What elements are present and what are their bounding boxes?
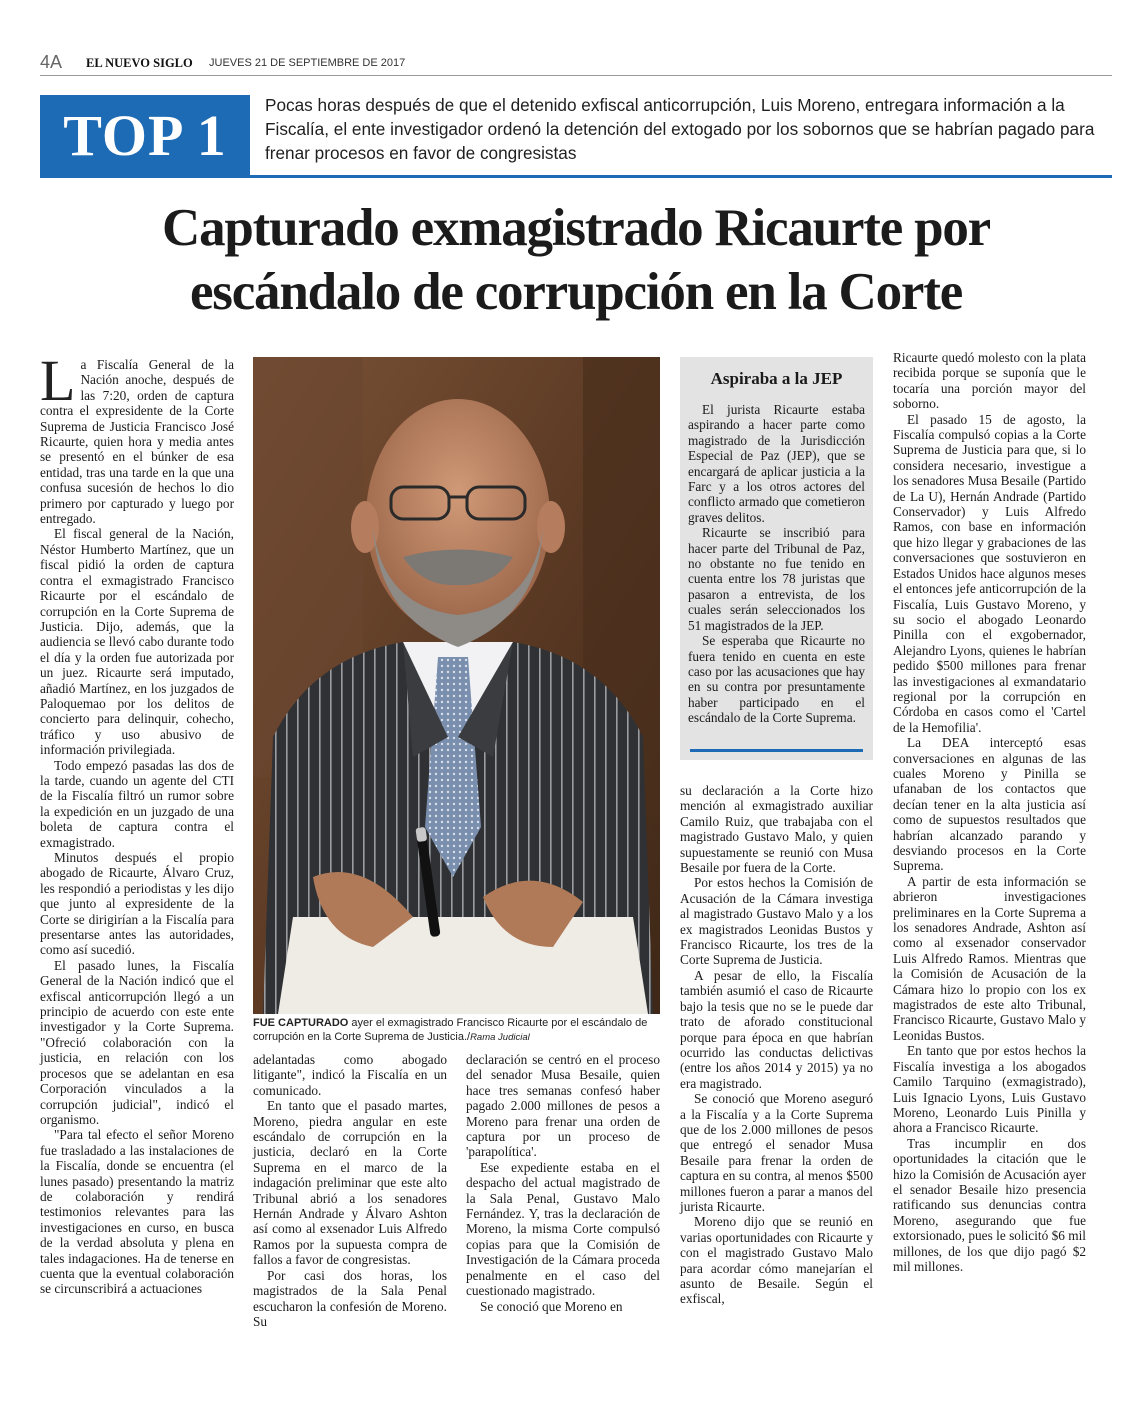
paragraph [893,412,1086,736]
caption-lead: FUE CAPTURADO [253,1017,349,1029]
paragraph [40,526,234,757]
paragraph-text: Por casi dos horas, los magistrados de la Sala Penal escucharon la confesión de Moreno. Su [253,1267,447,1329]
caption-text: ayer el exmagistrado Francisco Ricaurte por el escándalo de corrupción en la Corte Suprema de Justicia./ [253,1017,648,1043]
paragraph-text: Por estos hechos la Comisión de Acusación de la Cámara investiga al magistrado Gustavo Malo y a los ex magistrados Leonidas Bustos y Francisco Ricaurte, los tres de la Corte Suprema de Justicia. [680,875,873,968]
paragraph [40,1127,234,1296]
paragraph [253,1268,447,1330]
paragraph [688,633,865,725]
section-label: TOP 1 [63,103,227,168]
paragraph [893,874,1086,1043]
paragraph-text: Se conoció que Moreno aseguró a la Fiscalía y a la Corte Suprema que de los 2.000 millones de pesos que entregó el senador Musa Besaile para frenar la orden de captura en su contra, al menos $500 millones fueron a parar a manos del jurista Ricaurte. [680,1091,873,1214]
issue-date: JUEVES 21 DE SEPTIEMBRE DE 2017 [209,57,406,69]
paragraph [680,783,873,875]
paragraph [680,968,873,1091]
paragraph [253,1052,447,1098]
paragraph-text: Todo empezó pasadas las dos de la tarde, cuando un agente del CTI de la Fiscalía filtró un rumor sobre la expedición en un juzgado de una boleta de captura contra el exmagistrado. [40,757,234,850]
paragraph-text: Tras incumplir en dos oportunidades la citación que le hizo la Comisión de Acusación ayer el senador Besaile hizo presencia ratificando sus denuncias contra Moreno, asegurando que fue extorsionado, pues le solicitó $6 mil millones, de los que dijo pagó $2 mil millones. [893,1135,1086,1274]
paragraph-text: Ese expediente estaba en el despacho del actual magistrado de la Sala Penal, Gustavo Malo Fernández. Y, tras la declaración de Moreno, la misma Corte compulsó copias para que la Comisión de Investigación de la Cámara proceda penalmente en el caso del cuestionado magistrado. [466,1159,660,1299]
article-column-4 [680,783,873,1307]
paragraph-text: Ricaurte se inscribió para hacer parte del Tribunal de Paz, no obstante no fue tenido en cuenta entre los 78 juristas que pasaron a entrevista, de los cuales serán seleccionados los 51 magistrados de la JEP. [688,525,865,633]
paragraph-text: El fiscal general de la Nación, Néstor Humberto Martínez, que un fiscal pidió la orden de captura contra el exmagistrado Francisco Ricaurte por el escándalo de corrupción en la Corte Suprema de Justicia. Dijo, además, que la audiencia se llevó cabo durante todo el día y la orden fue autorizada por un juez. Ricaurte será imputado, añadió Martínez, en los juzgados de Paloquemao por los delitos de concierto para delinquir, cohecho, tráfico y uso abusivo de información privilegiada. [40,526,234,758]
paragraph-text: En tanto que el pasado martes, Moreno, piedra angular en este escándalo de corrupción en la justicia, declaró en la Corte Suprema en el marco de la indagación preliminar que este alto Tribunal abrió a los senadores Hernán Andrade y Álvaro Ashton así como al exsenador Luis Alfredo Ramos por la supuesta compra de fallos a favor de congresistas. [253,1098,447,1268]
paragraph [680,875,873,967]
paragraph [680,1091,873,1214]
page-number: 4A [40,52,63,72]
paragraph-text: A partir de esta información se abrieron investigaciones preliminares en la Corte Suprema a los senadores Andrade, Ashton así como al exsenador conservador Luis Alfredo Ramos. Mientras que la Comisión de Acusación de la Cámara hizo lo propio con los ex magistrados de este alto Tribunal, Francisco Ricaurte, Gustavo Malo y Leonidas Bustos. [893,873,1086,1043]
paragraph [40,348,234,527]
paragraph [680,1214,873,1306]
page-folio [40,50,1112,76]
article-column-1 [40,348,234,1297]
newspaper-name: EL NUEVO SIGLO [86,56,193,70]
paragraph [40,850,234,958]
section-rule [40,175,1112,178]
paragraph [40,758,234,850]
article-column-5 [893,350,1086,1274]
paragraph-text: El jurista Ricaurte estaba aspirando a hacer parte como magistrado de la Jurisdicción Especial de Paz (JEP), que se encargará de aplicar justicia a la Farc y a los otros actores del conflicto armado que cometieron graves delitos. [688,402,865,525]
paragraph [466,1052,660,1160]
paragraph-text: Se esperaba que Ricaurte no fuera tenido en cuenta en este caso por las acusaciones que hay en su contra por presuntamente haber participado en el escándalo de la Corte Suprema. [688,633,865,726]
section-badge [40,95,250,177]
paragraph-text: a Fiscalía General de la Nación anoche, después de las 7:20, orden de captura contra el expresidente de la Corte Suprema de Justicia Francisco José Ricaurte, quien hora y media antes se presentó en el búnker de esa entidad, tras una tarde en la que una confusa sucesión de hechos lo dio primero por capturado y luego por entregado. [40,357,234,527]
paragraph [466,1299,660,1314]
paragraph-text: Minutos después el propio abogado de Ricaurte, Álvaro Cruz, les respondió a periodistas y les dijo que junto al expresidente de la Corte se dirigirían a la Fiscalía para presentarse antes las autoridades, como así sucedió. [40,850,234,958]
paragraph-text: Se conoció que Moreno en [480,1298,623,1314]
sidebar-rule [690,749,863,752]
paragraph [40,958,234,1127]
sidebar-box [680,357,873,760]
paragraph-text: A pesar de ello, la Fiscalía también asumió el caso de Ricaurte bajo la tesis que no se le puede dar trato de aforado constitucional porque para época en que habrían ocurrido las conductas delictivas (entre los años 2014 y 2015) ya no era magistrado. [680,967,873,1091]
paragraph-text: El pasado 15 de agosto, la Fiscalía compulsó copias a la Corte Suprema de Justicia para que, si lo considera necesario, investigue a los senadores Musa Besaile (Partido de La U), Hernán Andrade (Partido Conservador) y Luis Alfredo Ramos, con base en información que hizo llegar y grabaciones de las conversaciones que sostuvieron en Estados Unidos hace algunos meses el entonces jefe anticorrupción de la Fiscalía, Luis Gustavo Moreno, y su socio el abogado Leonardo Pinilla con el exgobernador, Alejandro Lyons, quienes le habrían pedido $500 millones para frenar las investigaciones al exmandatario regional por la corrupción en Córdoba en casos como el 'Cartel de la Hemofilia'. [893,411,1086,735]
article-deck: Pocas horas después de que el detenido exfiscal anticorrupción, Luis Moreno, entregara información a la Fiscalía, el ente investigador ordenó la detención del extogado por los sobornos que se habrían pagado para frenar procesos en favor de congresistas [265,95,1095,163]
sidebar-title: Aspiraba a la JEP [710,369,843,388]
paragraph-text: Ricaurte quedó molesto con la plata recibida porque se suponía que le tocaría una porción mayor del soborno. [893,350,1086,412]
portrait-illustration [253,357,660,1014]
article-column-3 [466,1052,660,1314]
paragraph-text: su declaración a la Corte hizo mención al exmagistrado auxiliar Camilo Ruiz, que trabajaba con el magistrado Gustavo Malo, y quien supuestamente se reunió con Musa Besaile por fuera de la Corte. [680,783,873,876]
drop-cap: L [40,348,76,413]
paragraph-text: Moreno dijo que se reunió en varias oportunidades con Ricaurte y con el magistrado Gustavo Malo para acordar cómo manejarían el asunto de Besaile. Según el exfiscal, [680,1214,873,1307]
news-photo [253,357,660,1014]
paragraph [893,735,1086,874]
photo-credit: Rama Judicial [470,1032,530,1043]
paragraph [253,1098,447,1267]
paragraph-text: "Para tal efecto el señor Moreno fue trasladado a las instalaciones de la Fiscalía, donde se encuentra (el lunes pasado) presentando la matriz de colaboración y rendirá testimonios relevantes para las investigaciones en curso, en busca de la verdad absoluta y plena en tales indagaciones. Ha de tenerse en cuenta que la eventual colaboración se circunscribirá a actuaciones [40,1127,234,1297]
paragraph-text: En tanto que por estos hechos la Fiscalía investiga a los abogados Camilo Tarquino (exmagistrado), Luis Ignacio Lyons, Luis Gustavo Moreno, Leonardo Luis Pinilla y ahora a Francisco Ricaurte. [893,1043,1086,1136]
paragraph-text: La DEA interceptó esas conversaciones en algunas de las cuales Moreno y Pinilla se ufanaban de los contactos que decían tener en la alta justicia así como de supuestos resultados que habrían alcanzado parando y desviando procesos en la Corte Suprema. [893,735,1086,874]
headline [40,196,1112,324]
headline-line-1: Capturado exmagistrado Ricaurte por [162,199,990,257]
headline-line-2: escándalo de corrupción en la Corte [189,263,963,321]
paragraph [893,350,1086,412]
paragraph [466,1160,660,1299]
paragraph [688,525,865,633]
article-column-2 [253,1052,447,1329]
paragraph [688,402,865,525]
paragraph [893,1043,1086,1135]
paragraph [893,1136,1086,1275]
paragraph-text: adelantadas como abogado litigante", indicó la Fiscalía en un comunicado. [253,1052,447,1098]
paragraph-text: El pasado lunes, la Fiscalía General de la Nación indicó que el exfiscal anticorrupción llegó a un principio de acuerdo con este ente investigador y la Corte Suprema. "Ofreció colaboración con la justicia, en relación con los procesos que se adelantan en esa Corporación vinculados a la corrupción judicial", indicó el organismo. [40,957,234,1127]
paragraph-text: declaración se centró en el proceso del senador Musa Besaile, quien hace tres semanas confesó haber pagado 2.000 millones de pesos a Moreno para frenar una orden de captura por un proceso de 'parapolítica'. [466,1052,660,1160]
sidebar-body [688,402,865,726]
photo-caption [253,1016,665,1045]
